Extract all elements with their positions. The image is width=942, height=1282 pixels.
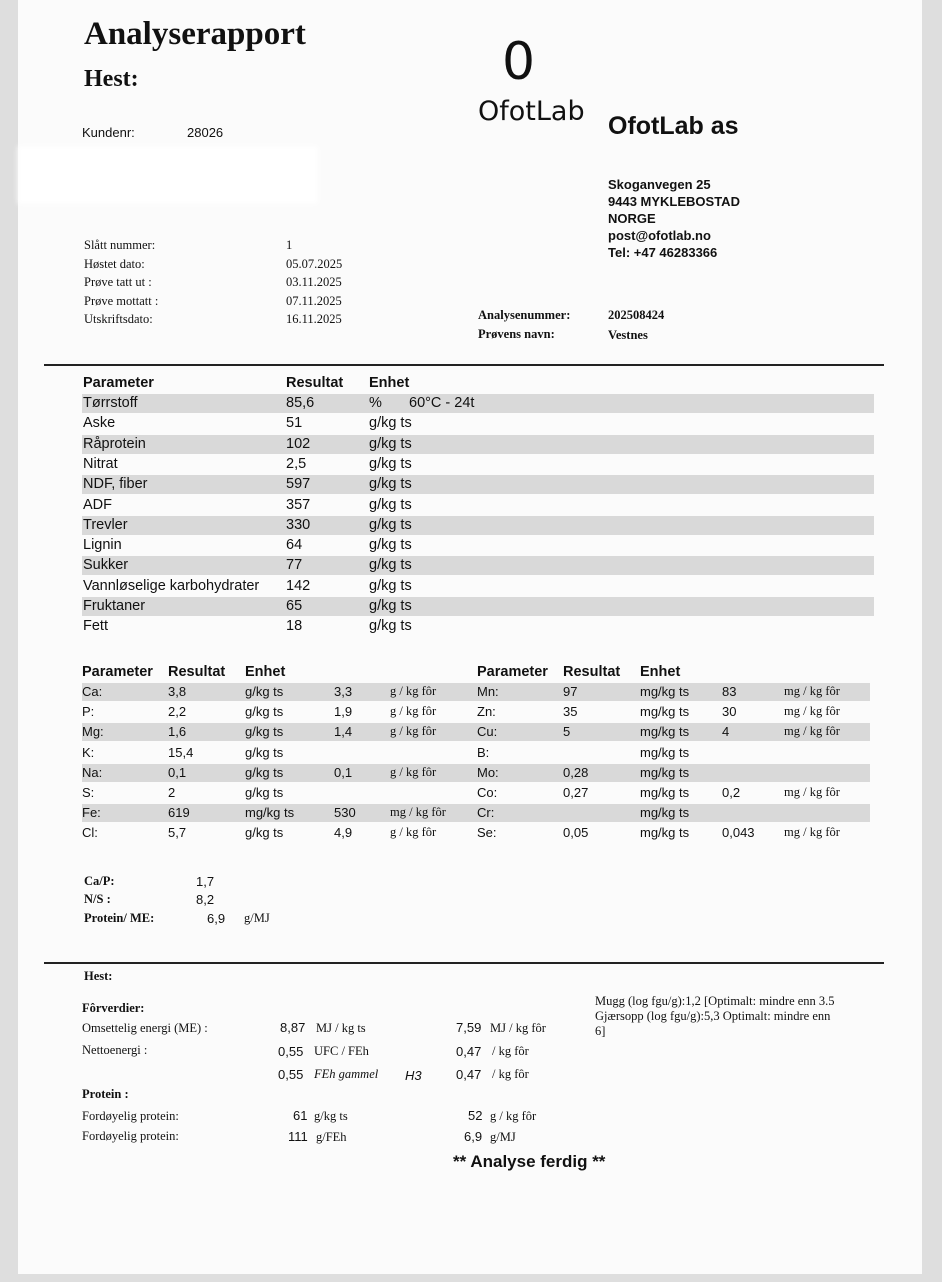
mineral-left-u: mg/kg ts	[245, 805, 295, 821]
meta-values: 1 05.07.2025 03.11.2025 07.11.2025 16.11.2025	[286, 238, 343, 326]
minerals-header-result-right: Resultat	[563, 664, 621, 680]
minerals-header-unit-right: Enhet	[640, 664, 681, 680]
main-value: 2,5	[286, 455, 307, 472]
ne-value-ts: 0,55	[278, 1044, 304, 1059]
mineral-left-v: 2,2	[168, 704, 187, 720]
mineral-left-v2: 1,9	[334, 704, 353, 720]
main-value: 64	[286, 537, 303, 554]
meta-labels: Slått nummer: Høstet dato: Prøve tatt ut : Prøve mottatt : Utskriftsdato:	[84, 238, 159, 326]
minerals-header-unit-left: Enhet	[245, 664, 286, 680]
mineral-left-p: Ca:	[82, 684, 103, 699]
fp1-value-ts: 61	[293, 1108, 308, 1123]
main-param: Vannløselige karbohydrater	[83, 577, 260, 594]
main-unit: g/kg ts	[369, 476, 412, 493]
mineral-left-p: Fe:	[82, 805, 101, 821]
mineral-right-p: Mn:	[477, 684, 499, 699]
mineral-left-u2: g / kg fôr	[390, 764, 437, 779]
redacted-block	[18, 146, 318, 204]
main-unit: g/kg ts	[369, 516, 412, 533]
fp1-label: Fordøyelig protein:	[82, 1109, 179, 1123]
mineral-right-u2: mg / kg fôr	[784, 724, 840, 739]
mineral-right-v2: 4	[722, 724, 730, 740]
mineral-right-u: mg/kg ts	[640, 724, 690, 740]
mineral-left-v2: 4,9	[334, 825, 353, 841]
mineral-left-p: P:	[82, 704, 95, 720]
minerals-header-parameter-left: Parameter	[82, 664, 153, 680]
main-value: 77	[286, 557, 303, 574]
mineral-left-u2: mg / kg fôr	[390, 805, 446, 820]
mould-note: Mugg (log fgu/g):1,2 [Optimalt: mindre enn 3.5 Gjærsopp (log fgu/g):5,3 Optimalt: mindre enn 6]	[595, 994, 835, 1038]
mineral-right-v: 0,28	[563, 764, 589, 780]
ne-label: Nettoenergi :	[82, 1043, 148, 1057]
ne-unit-for: / kg fôr	[492, 1044, 529, 1058]
main-unit: g/kg ts	[369, 577, 412, 594]
ne-unit-ts: UFC / FEh	[314, 1044, 369, 1058]
ca-p-value: 1,7	[196, 874, 215, 889]
company-name: OfotLab as	[608, 112, 739, 140]
mineral-right-p: Se:	[477, 825, 497, 841]
me-value-ts: 8,87	[280, 1020, 306, 1035]
main-param: Fett	[83, 618, 108, 635]
mineral-left-v2: 3,3	[334, 684, 353, 699]
customer-label: Kundenr:	[82, 125, 135, 140]
main-param: Aske	[83, 415, 116, 432]
mineral-right-u2: mg / kg fôr	[784, 785, 840, 799]
fp1-unit-for: g / kg fôr	[490, 1109, 537, 1123]
ofotlab-logo-mark: 0	[502, 32, 536, 92]
main-value: 142	[286, 577, 311, 594]
forverdier-label: Fôrverdier:	[82, 1001, 145, 1015]
mineral-right-p: B:	[477, 744, 490, 760]
main-unit: %	[369, 395, 382, 411]
main-param: Fruktaner	[83, 598, 146, 614]
fp2-unit-ts: g/FEh	[316, 1130, 347, 1144]
n-s-value: 8,2	[196, 892, 215, 907]
mineral-left-u2: g / kg fôr	[390, 724, 437, 739]
mineral-right-v: 35	[563, 704, 578, 720]
mineral-right-p: Zn:	[477, 704, 496, 720]
mineral-right-p: Cr:	[477, 805, 495, 821]
mineral-left-u: g/kg ts	[245, 724, 284, 740]
main-unit: g/kg ts	[369, 415, 412, 432]
main-header-unit: Enhet	[369, 375, 410, 391]
sample-name: Vestnes	[608, 328, 648, 342]
mineral-right-v2: 0,043	[722, 825, 755, 841]
mineral-left-v: 5,7	[168, 825, 187, 841]
mineral-right-v: 0,05	[563, 825, 589, 841]
company-address: Skoganvegen 25 9443 MYKLEBOSTAD NORGE post@ofotlab.no Tel: +47 46283366	[608, 177, 740, 260]
mineral-right-v2: 83	[722, 684, 737, 699]
main-header-parameter: Parameter	[83, 375, 154, 391]
mineral-left-p: Cl:	[82, 825, 98, 841]
main-value: 357	[286, 496, 311, 513]
me-unit-ts: MJ / kg ts	[316, 1021, 366, 1035]
mineral-right-u: mg/kg ts	[640, 764, 690, 780]
ca-p-label: Ca/P:	[84, 874, 115, 888]
row-shading	[82, 556, 874, 575]
row-shading	[82, 475, 874, 494]
mineral-left-u: g/kg ts	[245, 704, 284, 720]
main-value: 597	[286, 476, 311, 493]
mineral-right-v2: 0,2	[722, 785, 741, 800]
mineral-left-u: g/kg ts	[245, 785, 284, 800]
mineral-left-p: Mg:	[82, 724, 104, 740]
mineral-right-v: 0,27	[563, 785, 589, 800]
ne-old-value-ts: 0,55	[278, 1067, 304, 1082]
me-label: Omsettelig energi (ME) :	[82, 1021, 208, 1035]
mineral-left-v: 3,8	[168, 684, 187, 699]
mineral-right-u: mg/kg ts	[640, 744, 690, 760]
mineral-right-u2: mg / kg fôr	[784, 684, 840, 698]
mineral-right-u: mg/kg ts	[640, 805, 690, 821]
main-value: 18	[286, 618, 303, 635]
me-unit-for: MJ / kg fôr	[490, 1021, 546, 1035]
mineral-right-u: mg/kg ts	[640, 825, 690, 841]
mineral-left-u: g/kg ts	[245, 825, 284, 841]
main-unit: g/kg ts	[369, 537, 412, 554]
main-value: 65	[286, 598, 303, 614]
ne-old-unit-for: / kg fôr	[492, 1067, 529, 1081]
row-shading	[82, 516, 874, 535]
mineral-right-u2: mg / kg fôr	[784, 825, 840, 840]
protein-me-unit: g/MJ	[244, 911, 270, 925]
mineral-right-u: mg/kg ts	[640, 704, 690, 720]
ne-old-h3: H3	[405, 1068, 422, 1083]
mineral-right-u: mg/kg ts	[640, 785, 690, 800]
main-header-result: Resultat	[286, 375, 344, 391]
mineral-left-v: 0,1	[168, 764, 187, 780]
main-param: Nitrat	[83, 455, 118, 472]
main-unit: g/kg ts	[369, 455, 412, 472]
protein-me-value: 6,9	[207, 911, 226, 926]
mineral-right-v: 5	[563, 724, 571, 740]
fp2-unit-for: g/MJ	[490, 1130, 516, 1144]
protein-me-label: Protein/ ME:	[84, 911, 155, 925]
mineral-right-v: 97	[563, 684, 578, 699]
mineral-left-v: 619	[168, 805, 190, 821]
protein-label: Protein :	[82, 1087, 129, 1101]
main-param: Råprotein	[83, 435, 146, 452]
main-unit: g/kg ts	[369, 598, 412, 614]
analysis-number-label: Analysenummer:	[478, 308, 571, 322]
ne-value-for: 0,47	[456, 1044, 482, 1059]
row-shading	[82, 597, 874, 616]
fp1-unit-ts: g/kg ts	[314, 1109, 348, 1123]
divider	[44, 962, 884, 964]
main-param: Lignin	[83, 537, 122, 554]
row-shading	[82, 435, 874, 454]
mineral-right-p: Cu:	[477, 724, 498, 740]
mineral-right-u2: mg / kg fôr	[784, 704, 840, 719]
mineral-right-p: Co:	[477, 785, 498, 800]
mineral-left-v: 15,4	[168, 744, 194, 760]
main-value: 102	[286, 435, 311, 452]
me-value-for: 7,59	[456, 1020, 482, 1035]
customer-number: 28026	[187, 125, 224, 140]
report-title: Analyserapport	[84, 16, 306, 52]
main-param: Tørrstoff	[83, 395, 138, 411]
mineral-left-p: Na:	[82, 764, 103, 780]
main-param: Trevler	[83, 516, 128, 533]
fp1-value-for: 52	[468, 1108, 483, 1123]
report-page	[18, 0, 922, 1274]
main-value: 51	[286, 415, 303, 432]
footer-hest: Hest:	[84, 969, 113, 983]
mineral-right-u: mg/kg ts	[640, 684, 690, 699]
mineral-left-p: K:	[82, 744, 95, 760]
report-subtitle: Hest:	[84, 66, 139, 92]
minerals-header-parameter-right: Parameter	[477, 664, 548, 680]
mineral-left-u2: g / kg fôr	[390, 684, 437, 698]
row-shading	[82, 394, 874, 413]
mineral-right-v2: 30	[722, 704, 737, 720]
main-param: Sukker	[83, 557, 129, 574]
mineral-left-v2: 0,1	[334, 764, 353, 780]
analysis-done: ** Analyse ferdig **	[453, 1152, 606, 1171]
mineral-left-u2: g / kg fôr	[390, 704, 437, 719]
ne-old-unit: FEh gammel	[314, 1067, 379, 1081]
mineral-left-u: g/kg ts	[245, 764, 284, 780]
ofotlab-logo-text: OfotLab	[478, 96, 585, 127]
mineral-right-p: Mo:	[477, 764, 499, 780]
mineral-left-v: 2	[168, 785, 176, 800]
sample-name-label: Prøvens navn:	[478, 327, 555, 341]
mineral-left-v: 1,6	[168, 724, 187, 740]
mineral-left-u: g/kg ts	[245, 684, 284, 699]
fp2-label: Fordøyelig protein:	[82, 1129, 179, 1143]
mineral-left-u: g/kg ts	[245, 744, 284, 760]
main-note: 60°C - 24t	[409, 395, 475, 411]
minerals-header-result-left: Resultat	[168, 664, 226, 680]
main-value: 85,6	[286, 395, 315, 411]
fp2-value-ts: 111	[288, 1129, 308, 1144]
ne-old-value-for: 0,47	[456, 1067, 482, 1082]
n-s-label: N/S :	[84, 892, 111, 906]
main-unit: g/kg ts	[369, 618, 412, 635]
main-param: ADF	[83, 496, 112, 513]
analysis-number: 202508424	[608, 308, 665, 322]
main-param: NDF, fiber	[83, 476, 148, 493]
mineral-left-p: S:	[82, 785, 95, 800]
main-unit: g/kg ts	[369, 557, 412, 574]
divider	[44, 364, 884, 366]
mineral-left-v2: 1,4	[334, 724, 353, 740]
main-value: 330	[286, 516, 311, 533]
main-unit: g/kg ts	[369, 435, 412, 452]
mineral-left-v2: 530	[334, 805, 356, 821]
main-unit: g/kg ts	[369, 496, 412, 513]
mineral-left-u2: g / kg fôr	[390, 825, 437, 840]
fp2-value-for: 6,9	[464, 1129, 483, 1144]
